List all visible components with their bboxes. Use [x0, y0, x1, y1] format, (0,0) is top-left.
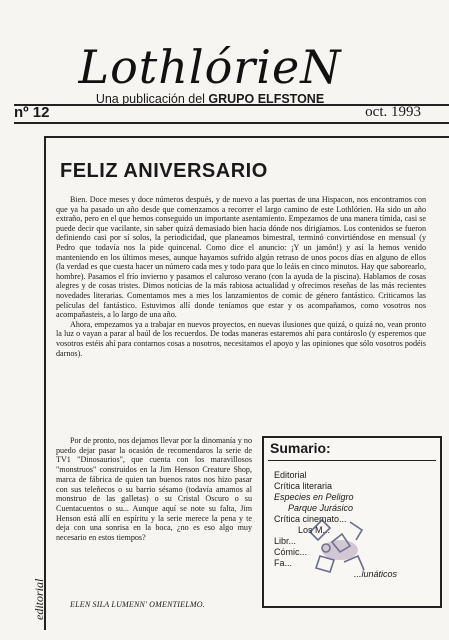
- frame-top-rule: [44, 136, 449, 138]
- sumario-item: Los M...: [298, 525, 331, 535]
- article-title: FELIZ ANIVERSARIO: [60, 160, 268, 182]
- issue-number: nº 12: [14, 104, 50, 121]
- signature: ELEN SILA LUMENN' OMENTIELMO.: [70, 600, 205, 609]
- sumario-item: Fa...: [274, 558, 293, 568]
- sumario-item: Libr...: [274, 536, 297, 546]
- masthead: [60, 40, 360, 106]
- logo: LothlórieN: [78, 40, 342, 94]
- paragraph-3: Por de pronto, nos dejamos llevar por la dinomanía y no puedo dejar pasar la ocasión de recomendaros la serie de TV1 "Dinosaurios", que cuenta con los maravillosos "monstruos" construidos en la Jim Henson Creature Shop, marca de fábrica de quien tan buenos ratos nos hizo pasar con sus teleñecos o su barrio sésamo (todavía amamos al monstruo de las galletas) o su Cristal Oscuro o su Cuentacuentos o su... Aunque aquí se note su falta, Jim Henson está allí en espíritu y la serie merece la pena y te deja con una sonrisa en la boca, ¿no es eso algo muy necesario en estos tiempos?: [56, 436, 252, 543]
- sumario-item: Parque Jurásico: [288, 503, 354, 513]
- sumario-item: Cómic...: [274, 547, 308, 557]
- section-label: editorial: [32, 578, 46, 620]
- ink-stamp-icon: [300, 512, 380, 582]
- publisher-prefix: Una publicación del: [95, 92, 209, 106]
- issue-bar: [14, 104, 449, 124]
- paragraph-1: Bien. Doce meses y doce números después, y de nuevo a las puertas de una Hispacon, nos encontramos con que ya ha pasado un año desde que comenzamos a recorrer el largo camino de este Lothlórien. Ha sido un año extraño, pero en el que hemos conseguido un importante asentamiento. Empezamos de una manera tímida, casi se puede decir que vacilante, sin saber quizá demasiado bien hacia dónde nos dirigíamos. Los contenidos se fueron definiendo casi por sí solos, la periodicidad, que planeamos bimestral, terminó convirtiéndose en mensual (y Pedro que todavía nos la pide quincenal. Como dice el anuncio: ¡Y un jamón!) y así la hemos venido manteniendo en los últimos meses, aunque hayamos sufrido algún retraso de unos pocos días en alguno de ellos (la verdad es que cuesta hacer un número cada mes y todo para que lo leáis en cinco minutos. Hay que saborearlo, hombre). Pasamos el frío invierno y pasamos el caluroso verano (con la ayuda de la piscina). Hablamos de cosas alegres y de cosas tristes. Dimos noticias de la más rabiosa actualidad y ofrecimos reseñas de las más recientes novedades literarias. Comentamos mes a mes los lanzamientos de comic de género fantástico. Criticamos las películas del fantástico. Estuvimos allí donde teníamos que estar y os acompañamos, como vosotros nos acompañasteis, a lo largo de una año.: [56, 195, 426, 320]
- publisher-group: GRUPO ELFSTONE: [208, 92, 325, 106]
- sumario-item: Editorial: [274, 470, 307, 480]
- sumario-title: Sumario:: [270, 440, 331, 456]
- article-column: [56, 436, 252, 543]
- sumario-item: Especies en Peligro: [274, 492, 354, 502]
- paragraph-2: Ahora, empezamos ya a trabajar en nuevos proyectos, en nuevas ilusiones que quizá, o quizá no, vean pronto la luz o vayan a parar al baúl de los recuerdos. De todas maneras estaremos ahí para contároslo (y esperemos que vosotros estéis ahí para contarnos cosas a nosotros, necesitamos el apoyo y las opiniones que sólo vosotros podéis darnos).: [56, 319, 426, 358]
- sumario-item: Crítica cinemato...: [274, 514, 347, 524]
- article-body: [56, 195, 426, 358]
- sumario-item: ...lunáticos: [354, 569, 398, 579]
- issue-date: oct. 1993: [365, 104, 421, 120]
- sumario-item: Crítica literaria: [274, 481, 333, 491]
- sumario-rule: [268, 460, 436, 461]
